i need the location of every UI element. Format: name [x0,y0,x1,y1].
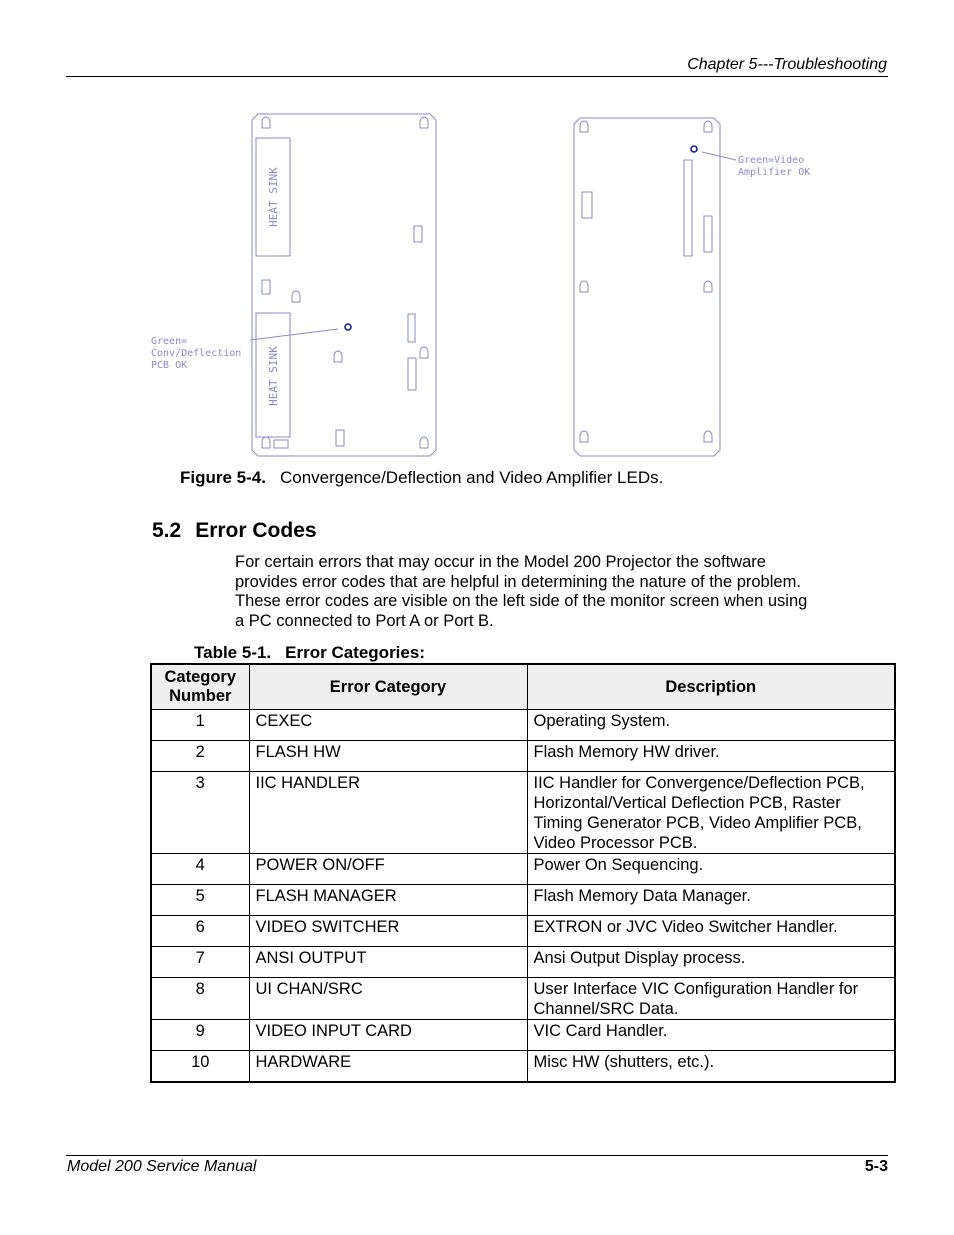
mount-hole [704,281,712,292]
error-category-cell: ANSI OUTPUT [249,947,527,978]
connector [704,216,712,252]
conv-deflection-led-icon [345,324,351,330]
footer-manual-title: Model 200 Service Manual [67,1158,257,1175]
table-row [151,772,895,854]
intro-paragraph: For certain errors that may occur in the Model 200 Projector the software provides error codes that are helpful in determining the nature of the problem. These error codes are visible on the left side of the monitor screen when using a PC connected to Port A or Port B. [235,553,808,630]
right-led-label-line1: Green=Video [738,155,805,166]
table-title-text: Error Categories: [285,643,425,662]
left-led-label-line1: Green= [151,336,188,347]
table-header-row [151,664,895,710]
error-category-cell: VIDEO SWITCHER [249,916,527,947]
header-rule [66,76,888,77]
left-led-label-line3: PCB OK [151,360,188,371]
error-category-cell: POWER ON/OFF [249,854,527,885]
section-number: 5.2 [152,519,182,542]
error-category-cell: VIDEO INPUT CARD [249,1020,527,1051]
error-category-cell: IIC HANDLER [249,772,527,854]
category-number-cell: 2 [151,741,249,772]
connector [684,160,692,256]
category-number-cell: 5 [151,885,249,916]
category-number-cell: 7 [151,947,249,978]
header-description: Description [527,664,895,710]
table-row [151,885,895,916]
chapter-header: Chapter 5---Troubleshooting [687,56,887,73]
table-row [151,1051,895,1083]
mount-hole [704,431,712,442]
section-heading [152,519,317,543]
figure-5-4 [146,108,826,463]
right-board-outline [574,118,720,456]
video-amp-led-icon [691,146,697,152]
header-category-number: Category Number [151,664,249,710]
mount-hole [580,121,588,132]
category-number-cell: 4 [151,854,249,885]
category-number-cell: 1 [151,710,249,741]
figure-caption-text: Convergence/Deflection and Video Amplifier LEDs. [279,468,664,487]
description-cell: IIC Handler for Convergence/Deflection PCB, Horizontal/Vertical Deflection PCB, Raster Timing Generator PCB, Video Amplifier PCB, Video Processor PCB. [527,772,895,854]
connector [274,440,288,448]
mount-hole [420,437,428,448]
footer-rule [66,1155,888,1156]
table-row [151,854,895,885]
error-categories-table [150,663,896,1083]
figure-caption [180,468,663,488]
section-title: Error Codes [195,519,317,542]
table-label: Table 5-1. [194,643,272,662]
error-category-cell: FLASH MANAGER [249,885,527,916]
error-category-cell: HARDWARE [249,1051,527,1083]
description-cell: Misc HW (shutters, etc.). [527,1051,895,1083]
description-cell: Flash Memory Data Manager. [527,885,895,916]
connector [262,280,270,294]
mount-hole [580,281,588,292]
category-number-cell: 6 [151,916,249,947]
table-row [151,916,895,947]
table-row [151,947,895,978]
connector [582,192,592,218]
mount-hole [334,351,342,362]
error-category-cell: FLASH HW [249,741,527,772]
table-title [194,643,425,663]
footer-page-number: 5-3 [864,1158,888,1175]
mount-hole [262,437,270,448]
description-cell: Ansi Output Display process. [527,947,895,978]
description-cell: Power On Sequencing. [527,854,895,885]
table-row [151,710,895,741]
table-row [151,1020,895,1051]
category-number-cell: 8 [151,978,249,1020]
table-row [151,741,895,772]
description-cell: Flash Memory HW driver. [527,741,895,772]
left-led-label-line2: Conv/Deflection [151,348,242,359]
right-led-leader [702,152,736,160]
connector [336,430,344,446]
heatsink-label-bottom: HEAT SINK [267,346,280,406]
description-cell: VIC Card Handler. [527,1020,895,1051]
description-cell: User Interface VIC Configuration Handler for Channel/SRC Data. [527,978,895,1020]
left-led-leader [250,329,338,340]
error-category-cell: CEXEC [249,710,527,741]
right-led-label-line2: Amplifier OK [738,167,811,178]
description-cell: Operating System. [527,710,895,741]
mount-hole [420,347,428,358]
mount-hole [262,117,270,128]
connector [408,314,415,342]
table-row [151,978,895,1020]
mount-hole [580,431,588,442]
heatsink-label-top: HEAT SINK [267,167,280,227]
figure-caption-label: Figure 5-4. [180,468,266,487]
category-number-cell: 3 [151,772,249,854]
pcb-diagram [146,108,826,463]
header-error-category: Error Category [249,664,527,710]
mount-hole [704,121,712,132]
category-number-cell: 9 [151,1020,249,1051]
connector [414,226,422,242]
category-number-cell: 10 [151,1051,249,1083]
description-cell: EXTRON or JVC Video Switcher Handler. [527,916,895,947]
error-category-cell: UI CHAN/SRC [249,978,527,1020]
mount-hole [292,291,300,302]
mount-hole [420,117,428,128]
connector [408,358,416,390]
